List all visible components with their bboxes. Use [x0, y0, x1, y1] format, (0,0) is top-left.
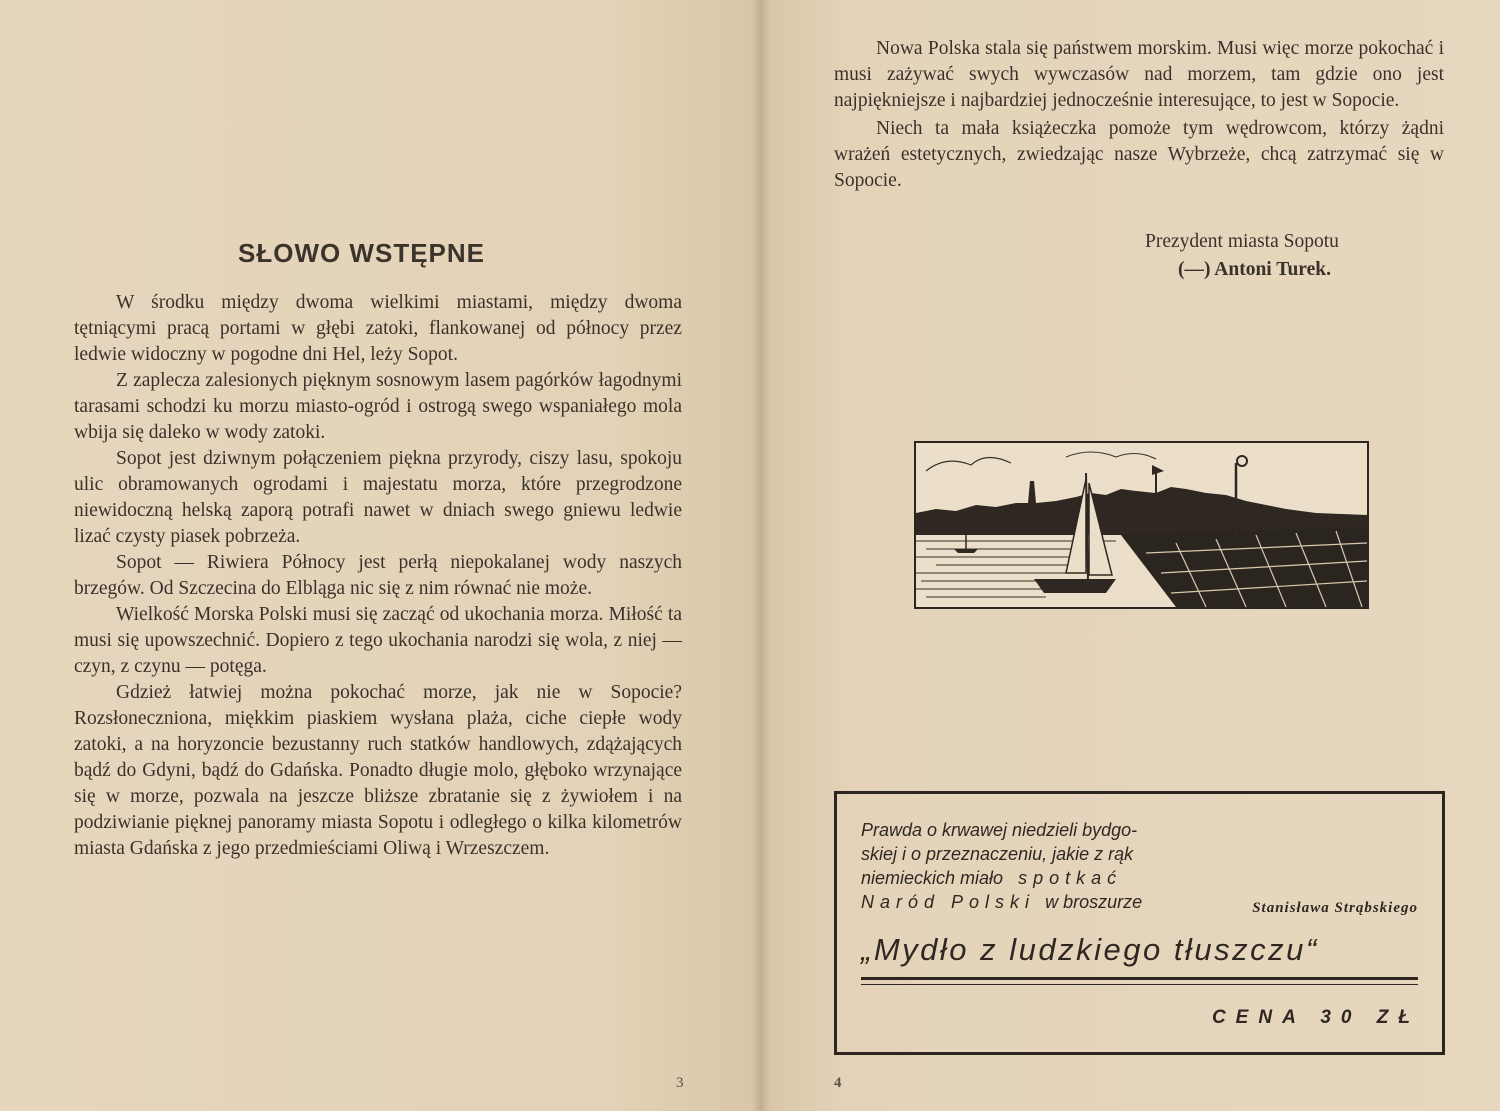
- ad-line-part: w broszurze: [1045, 892, 1143, 912]
- ad-line: [861, 866, 1142, 890]
- paragraph: Sopot jest dziwnym połączeniem piękna przyrody, ciszy lasu, spokoju ulic obramowanych ogrodami i majestatu morza, które przegrodzone niewidoczną helską zaporą potrafi nawet w dniach swego gniewu ledwie lizać czysty piasek pobrzeża.: [74, 448, 682, 547]
- ad-rule: [861, 984, 1418, 985]
- paragraph: Sopot — Riwiera Północy jest perłą niepokalanej wody naszych brzegów. Od Szczecina do Elbląga nic się z nim równać nie może.: [74, 552, 682, 599]
- closing-text: [834, 36, 1444, 196]
- ad-line-part: niemieckich miało: [861, 868, 1004, 888]
- pier-engraving: [916, 443, 1367, 607]
- ad-line: [861, 890, 1142, 914]
- paragraph: Gdzież łatwiej można pokochać morze, jak nie w Sopocie? Rozsłoneczniona, miękkim piaskiem wysłana plaża, ciche ciepłe wody zatoki, a na horyzoncie bezustanny ruch statków handlowych, zdążających bądź do Gdyni, bądź do Gdańska. Ponadto długie molo, głęboko wrzynające się w morze, pozwala na jeszcze bliższe zbratanie się z żywiołem i na podziwianie pięknej panoramy miasta Sopotu i odległego o kilka kilometrów miasta Gdańska z jego przedmieściami Oliwą i Wrzeszczem.: [74, 682, 682, 859]
- ad-author: Stanisława Strąbskiego: [1252, 900, 1418, 916]
- paragraph: Wielkość Morska Polski musi się zacząć od ukochania morza. Miłość ta musi się upowszechnić. Dopiero z tego ukochania narodzi się wola, z niej — czyn, z czynu — potęga.: [74, 604, 682, 677]
- ad-line: Prawda o krwawej niedzieli bydgo-: [861, 820, 1138, 840]
- page-number-left: 3: [676, 1075, 684, 1091]
- book-gutter: [752, 0, 770, 1111]
- book-advertisement: [834, 791, 1445, 1055]
- paragraph: Nowa Polska stala się państwem morskim. Musi więc morze pokochać i musi zażywać swych wywczasów nad morzem, tam gdzie ono jest najpiękniejsze i najbardziej jednocześnie interesujące, to jest w Sopocie.: [834, 38, 1444, 111]
- paragraph: Z zaplecza zalesionych pięknym sosnowym lasem pagórków łagodnymi tarasami schodzi ku morzu miasto-ogród i ostrogą swego wspaniałego mola wbija się daleko w wody zatoki.: [74, 370, 682, 443]
- ad-price: CENA 30 ZŁ: [1211, 1007, 1420, 1028]
- signature-title: Prezydent miasta Sopotu: [1145, 231, 1339, 252]
- page-number-right: 4: [834, 1075, 842, 1091]
- ad-rule: [861, 977, 1418, 980]
- ad-line-part: spotkać: [1018, 868, 1123, 888]
- signature-name: (—) Antoni Turek.: [1178, 259, 1331, 280]
- ad-line: skiej i o przeznaczeniu, jakie z rąk: [861, 844, 1134, 864]
- foreword-text: [74, 290, 682, 862]
- page-title: SŁOWO WSTĘPNE: [238, 238, 485, 268]
- paragraph: Niech ta mała książeczka pomoże tym wędrowcom, którzy żądni wrażeń estetycznych, zwiedzając nasze Wybrzeże, chcą zatrzymać się w Sopocie.: [834, 118, 1444, 191]
- paragraph: W środku między dwoma wielkimi miastami, między dwoma tętniącymi pracą portami w głębi zatoki, flankowanej od północy przez ledwie widoczny w pogodne dni Hel, leży Sopot.: [74, 292, 682, 365]
- ad-line-part: Naród Polski: [861, 892, 1036, 912]
- ad-book-title: „Mydło z ludzkiego tłuszczu“: [861, 932, 1319, 967]
- pier-illustration: [914, 441, 1369, 609]
- ad-description: [861, 818, 1142, 914]
